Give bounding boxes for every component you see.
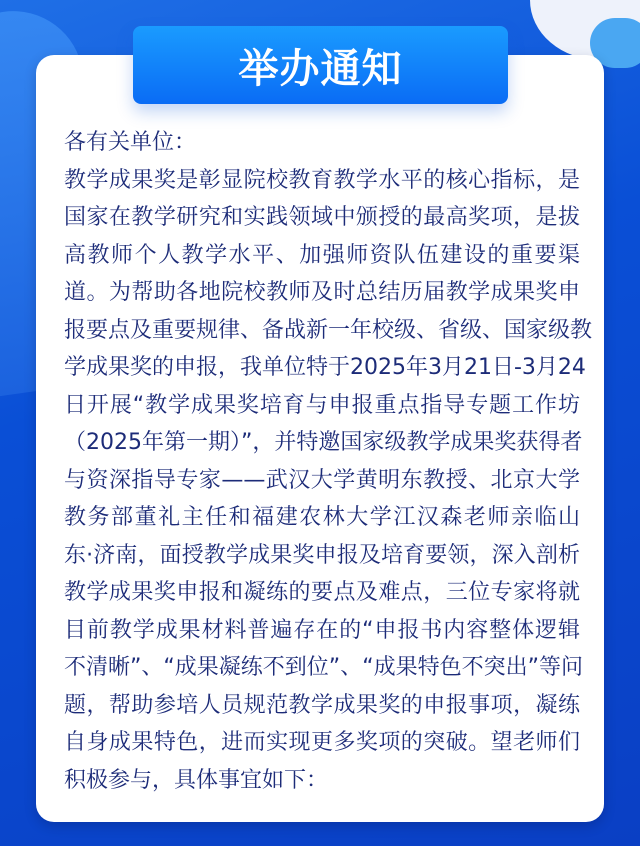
body-line: 学成果奖的申报，我单位特于2025年3月21日-3月24 [64,355,586,380]
body-line: 国家在教学研究和实践领域中颁授的最高奖项，是拔 [64,205,580,230]
body-line: 教学成果奖是彰显院校教育教学水平的核心指标，是 [64,167,580,193]
body-line: 题，帮助参培人员规范教学成果奖的申报事项，凝练 [64,692,580,718]
body-line: 不清晰”、“成果凝练不到位”、“成果特色不突出”等问 [64,655,583,680]
title-banner [133,26,508,104]
body-line: 道。为帮助各地院校教师及时总结历届教学成果奖申 [64,280,580,305]
body-line: 目前教学成果材料普遍存在的“申报书内容整体逻辑 [64,617,580,643]
body-line: 教学成果奖申报和凝练的要点及难点，三位专家将就 [64,580,580,605]
body-line: 自身成果特色，进而实现更多奖项的突破。望老师们 [64,730,580,755]
notice-body [64,124,593,799]
body-line: 教务部董礼主任和福建农林大学江汉森老师亲临山 [64,505,580,530]
body-line: 与资深指导专家——武汉大学黄明东教授、北京大学 [64,467,580,493]
body-line: 积极参与，具体事宜如下： [64,767,329,793]
body-line: 东·济南，面授教学成果奖申报及培育要领，深入剖析 [64,542,580,568]
body-line: 报要点及重要规律、备战新一年校级、省级、国家级教 [64,317,593,343]
body-line: 高教师个人教学水平、加强师资队伍建设的重要渠 [64,242,580,268]
salutation: 各有关单位： [64,130,197,155]
body-line: 日开展“教学成果奖培育与申报重点指导专题工作坊 [64,392,580,418]
body-line: （2025年第一期）”，并特邀国家级教学成果奖获得者 [64,430,583,455]
page-title: 举办通知 [238,45,403,92]
